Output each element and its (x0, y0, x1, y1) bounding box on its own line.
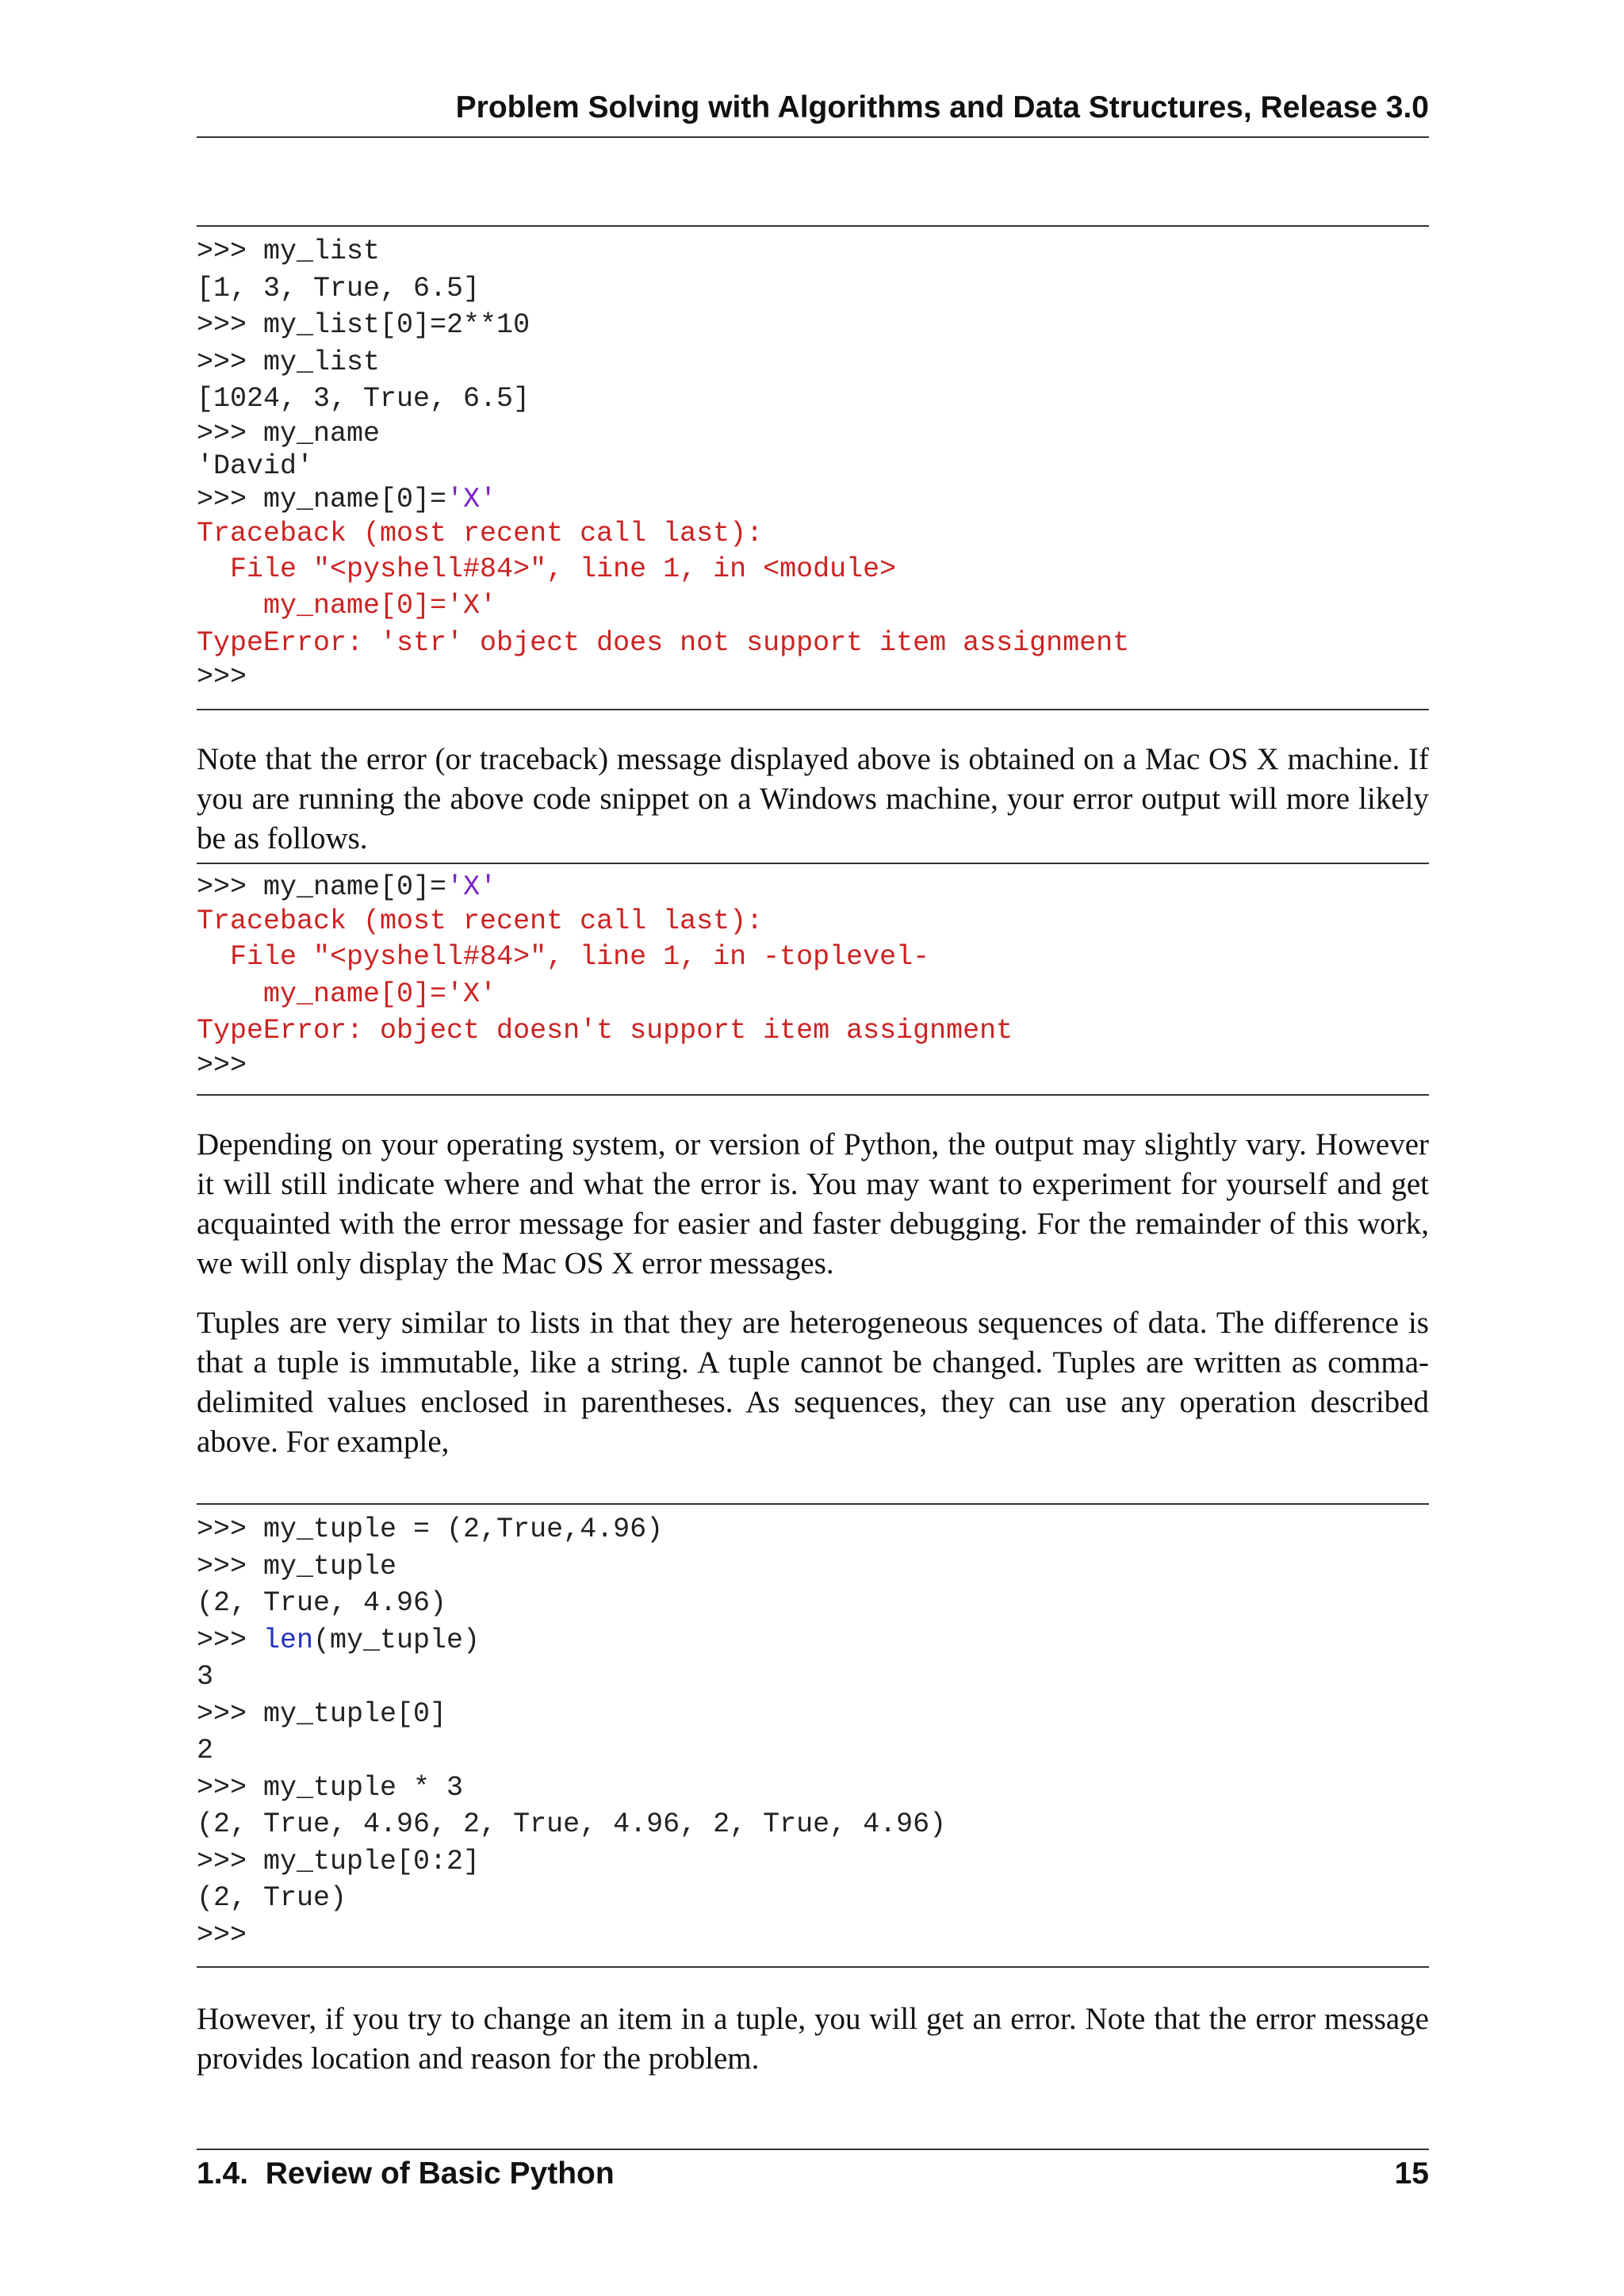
paragraph-os-variation: Depending on your operating system, or version of Python, the output may slightly vary. However it will still indicate where and what the error is. You may want to experiment for yourself and get acquainted with the error message for easier and faster debugging. For the remainder of this work, we will only display the Mac OS X error messages. (197, 1127, 1429, 1280)
traceback-line: File "<pyshell#84>", line 1, in -toplevel- (197, 941, 930, 973)
code-line: (2, True) (197, 1882, 347, 1914)
code-line: [1, 3, True, 6.5] (197, 272, 481, 304)
code-line: >>> my_name (197, 417, 381, 450)
traceback-line: my_name[0]='X' (197, 978, 497, 1010)
code-builtin: len (263, 1624, 314, 1656)
code-line-assignment (197, 483, 1429, 516)
code-line: >>> my_list (197, 346, 381, 378)
code-line: (2, True, 4.96) (197, 1587, 447, 1619)
code-block-windows-error (197, 863, 1429, 1096)
code-line: >>> my_list[0]=2**10 (197, 309, 530, 341)
code-line: >>> my_tuple * 3 (197, 1771, 464, 1804)
code-prompt: >>> (197, 1624, 264, 1656)
traceback-line: TypeError: 'str' object does not support item assignment (197, 626, 1130, 659)
code-line: >>> my_list (197, 235, 381, 267)
paragraph-tuple-error: However, if you try to change an item in a tuple, you will get an error. Note that the error message provides location and reason for the problem. (197, 2002, 1429, 2076)
code-line: >>> (197, 1919, 247, 1951)
paragraph-tuples-intro: Tuples are very similar to lists in that they are heterogeneous sequences of data. The difference is that a tuple is immutable, like a string. A tuple cannot be changed. Tuples are written as comma-delimited values enclosed in parentheses. As sequences, they can use any operation described above. For example, (197, 1306, 1429, 1459)
footer-section-title: 1.4. Review of Basic Python (197, 2156, 615, 2191)
code-line: >>> my_tuple (197, 1550, 397, 1582)
code-line: 3 (197, 1661, 214, 1693)
header-title: Problem Solving with Algorithms and Data Structures, Release 3.0 (455, 90, 1429, 124)
code-line: >>> my_tuple[0:2] (197, 1845, 481, 1877)
code-line: >>> (197, 1049, 247, 1081)
code-string-literal: 'X' (446, 483, 497, 515)
code-args: (my_tuple) (313, 1624, 481, 1656)
code-line-len (197, 1622, 1429, 1659)
code-line: 'David' (197, 450, 314, 482)
running-header (197, 89, 1429, 138)
code-line: 2 (197, 1735, 214, 1766)
code-block-list-mutation (197, 225, 1429, 710)
code-line: >>> my_tuple[0] (197, 1697, 447, 1730)
traceback-line: Traceback (most recent call last): (197, 905, 764, 937)
traceback-line: TypeError: object doesn't support item assignment (197, 1015, 1013, 1047)
code-line: [1024, 3, True, 6.5] (197, 383, 530, 415)
traceback-line: File "<pyshell#84>", line 1, in <module> (197, 553, 897, 585)
code-line: >>> (197, 661, 247, 693)
code-block-tuple-examples (197, 1503, 1429, 1968)
paragraph-mac-note: Note that the error (or traceback) message displayed above is obtained on a Mac OS X machine. If you are running the above code snippet on a Windows machine, your error output will more likely be as follows. (197, 742, 1429, 855)
code-prompt: >>> my_name[0]= (197, 871, 447, 903)
code-string-literal: 'X' (446, 871, 497, 903)
traceback-line: Traceback (most recent call last): (197, 517, 764, 549)
code-prompt: >>> my_name[0]= (197, 483, 447, 515)
code-line-assignment (197, 871, 1429, 904)
code-line: (2, True, 4.96, 2, True, 4.96, 2, True, 4.96) (197, 1808, 947, 1840)
page-number: 15 (1394, 2156, 1429, 2191)
running-footer (197, 2149, 1429, 2206)
traceback-line: my_name[0]='X' (197, 590, 497, 622)
code-line: >>> my_tuple = (2,True,4.96) (197, 1513, 664, 1545)
